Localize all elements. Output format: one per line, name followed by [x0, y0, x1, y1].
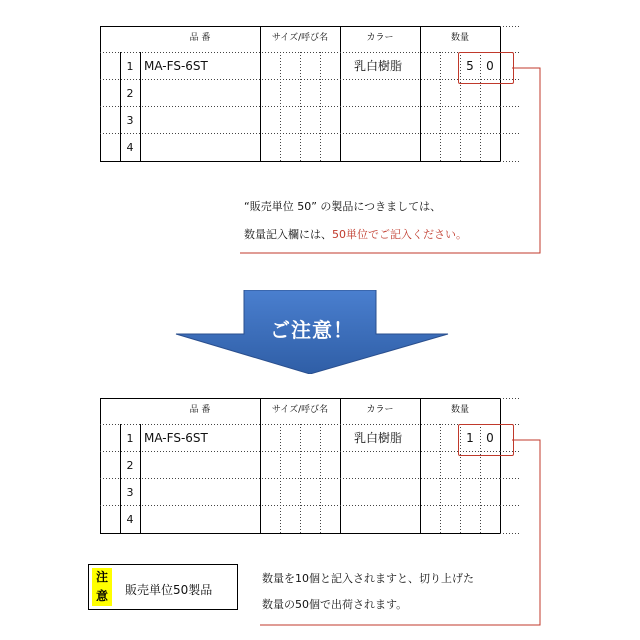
qty-ones-digit: 0 — [486, 59, 494, 73]
color-value: 乳白樹脂 — [354, 59, 403, 73]
part-number-value: MA-FS-6ST — [144, 431, 208, 445]
qty-ones-digit: 0 — [486, 431, 494, 445]
row-number: 2 — [126, 87, 134, 100]
row-number: 1 — [126, 60, 134, 73]
header-color: カラー — [366, 405, 394, 415]
qty-tens-digit: 5 — [466, 59, 474, 73]
header-part-number: 品 番 — [189, 33, 211, 43]
header-part-number: 品 番 — [189, 405, 211, 415]
header-size: サイズ/呼び名 — [271, 33, 329, 43]
order-form-example-after — [100, 398, 520, 534]
header-size: サイズ/呼び名 — [271, 405, 329, 415]
caution-box-label: 販売単位50製品 — [125, 583, 213, 597]
caution-tag-char: 注 — [95, 570, 108, 584]
note-top-line2 — [244, 229, 467, 240]
note-bottom-line2: 数量の50個で出荷されます。 — [262, 598, 408, 611]
row-number: 1 — [126, 432, 134, 445]
header-quantity: 数量 — [450, 33, 469, 43]
caution-tag-char: 意 — [95, 589, 108, 603]
caution-arrow-label: ご注意！ — [270, 318, 354, 342]
row-number: 4 — [126, 141, 134, 154]
caution-product-box — [88, 564, 238, 610]
row-number: 3 — [126, 114, 134, 127]
row-number: 4 — [126, 513, 134, 526]
color-value: 乳白樹脂 — [354, 431, 403, 445]
header-quantity: 数量 — [450, 405, 469, 415]
caution-tag — [92, 568, 112, 606]
form-grid — [100, 398, 520, 534]
row-number: 2 — [126, 459, 134, 472]
note-top-emphasis: 50単位でご記入ください。 — [332, 228, 467, 241]
header-color: カラー — [366, 33, 394, 43]
note-top-line1: “販売単位 50” の製品につきましては、 — [244, 200, 442, 213]
note-bottom-line1: 数量を10個と記入されますと、切り上げた — [262, 572, 474, 585]
note-top-line2-prefix: 数量記入欄には、 — [244, 228, 332, 241]
qty-tens-digit: 1 — [466, 431, 474, 445]
part-number-value: MA-FS-6ST — [144, 59, 208, 73]
row-number: 3 — [126, 486, 134, 499]
quantity-highlight-box — [458, 424, 514, 456]
